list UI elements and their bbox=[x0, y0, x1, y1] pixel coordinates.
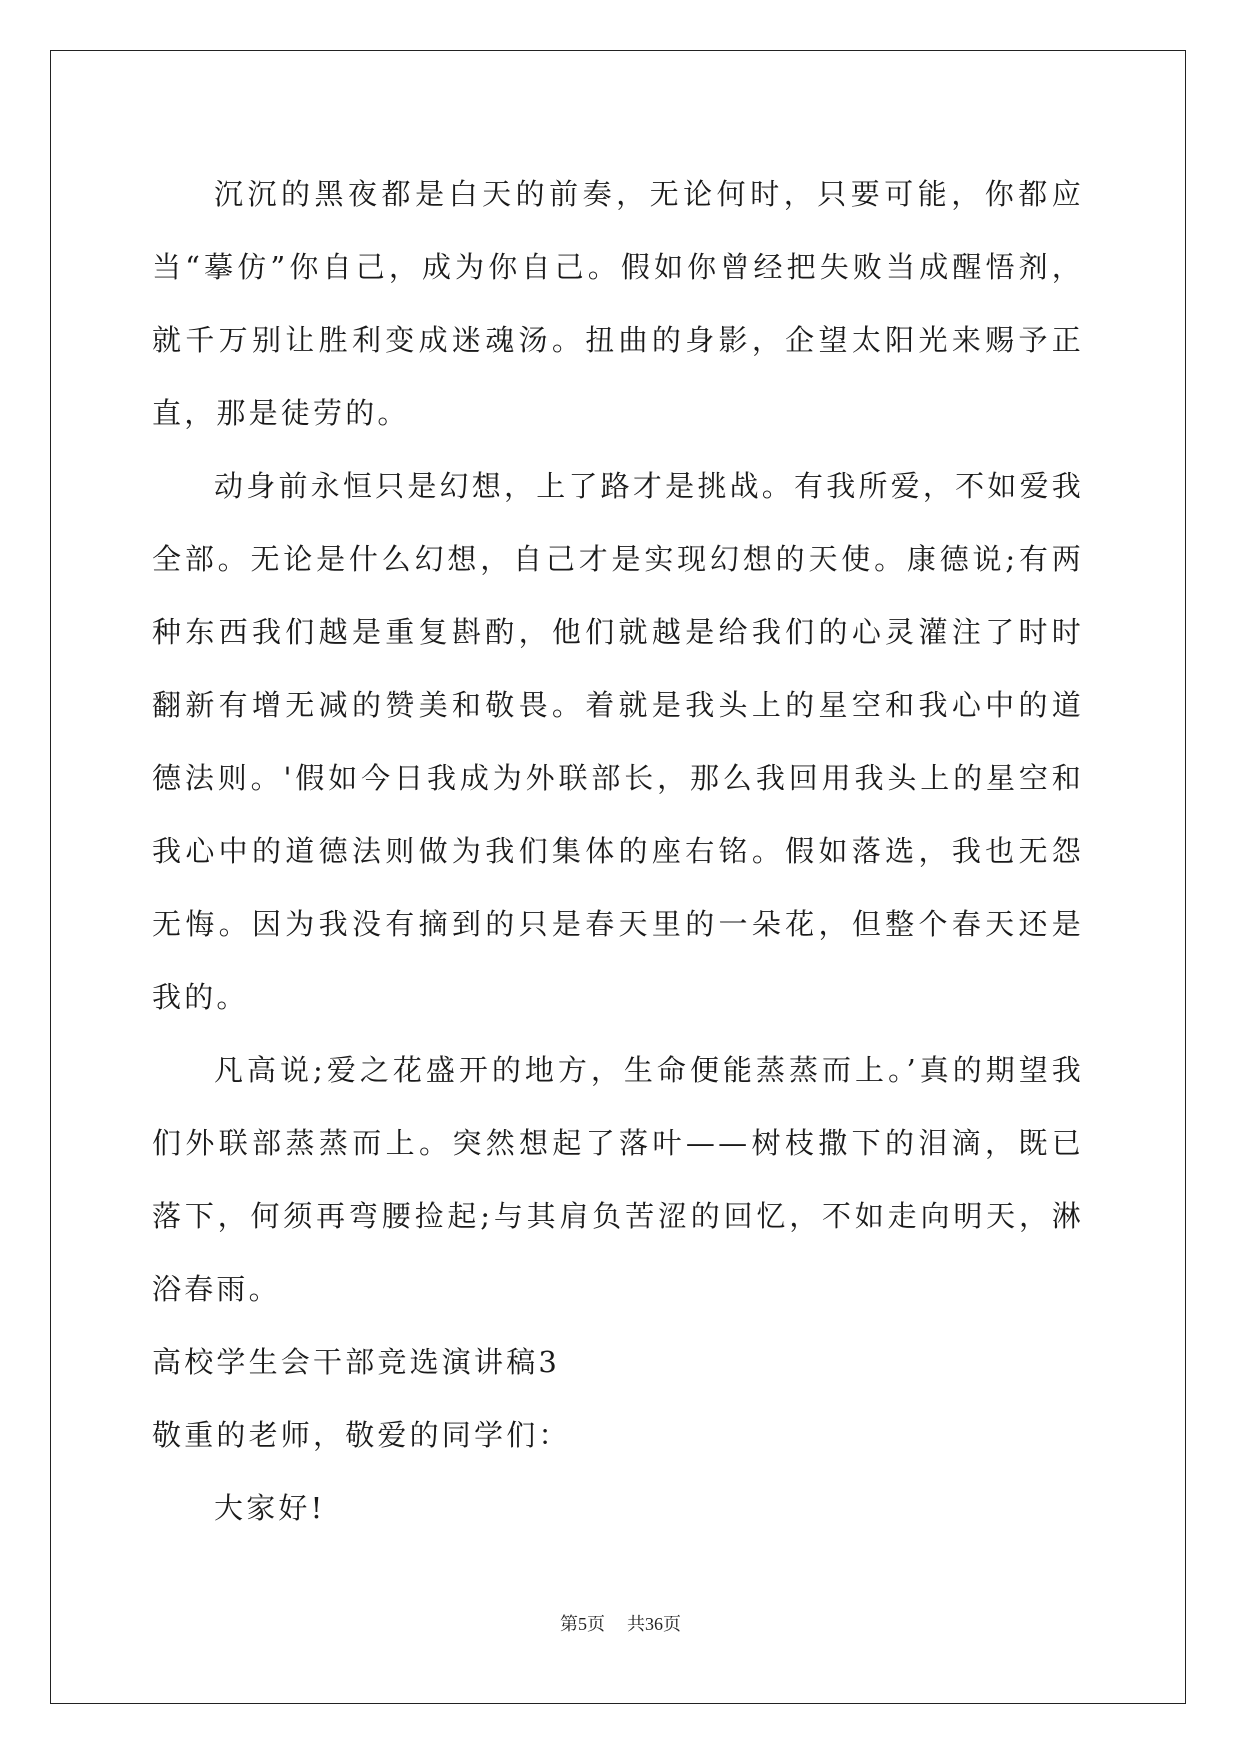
greeting: 大家好! bbox=[214, 1491, 326, 1525]
paragraph-3: 凡高说;爱之花盛开的地方，生命便能蒸蒸而上。’真的期望我们外联部蒸蒸而上。突然想起了落叶——树枝撒下的泪滴，既已落下，何须再弯腰捡起;与其肩负苦涩的回忆，不如走向明天，淋浴春雨。 bbox=[152, 1053, 1084, 1306]
paragraph-2: 动身前永恒只是幻想，上了路才是挑战。有我所爱，不如爱我全部。无论是什么幻想，自己才是实现幻想的天使。康德说;有两种东西我们越是重复斟酌，他们就越是给我们的心灵灌注了时时翻新有增无减的赞美和敬畏。着就是我头上的星空和我心中的道德法则。'假如今日我成为外联部长，那么我回用我头上的星空和我心中的道德法则做为我们集体的座右铭。假如落选，我也无怨无悔。因为我没有摘到的只是春天里的一朵花，但整个春天还是我的。 bbox=[152, 469, 1084, 1014]
salutation: 敬重的老师，敬爱的同学们： bbox=[152, 1418, 571, 1452]
page-footer bbox=[0, 1610, 1241, 1636]
page-number-total: 共36页 bbox=[627, 1614, 681, 1634]
section-title: 高校学生会干部竞选演讲稿3 bbox=[152, 1345, 561, 1379]
paragraph-1: 沉沉的黑夜都是白天的前奏，无论何时，只要可能，你都应当“摹仿”你自己，成为你自己。假如你曾经把失败当成醒悟剂，就千万别让胜利变成迷魂汤。扭曲的身影，企望太阳光来赐予正直，那是徒劳的。 bbox=[152, 177, 1084, 430]
page-number-current: 第5页 bbox=[560, 1614, 605, 1634]
document-body bbox=[152, 158, 1084, 1545]
